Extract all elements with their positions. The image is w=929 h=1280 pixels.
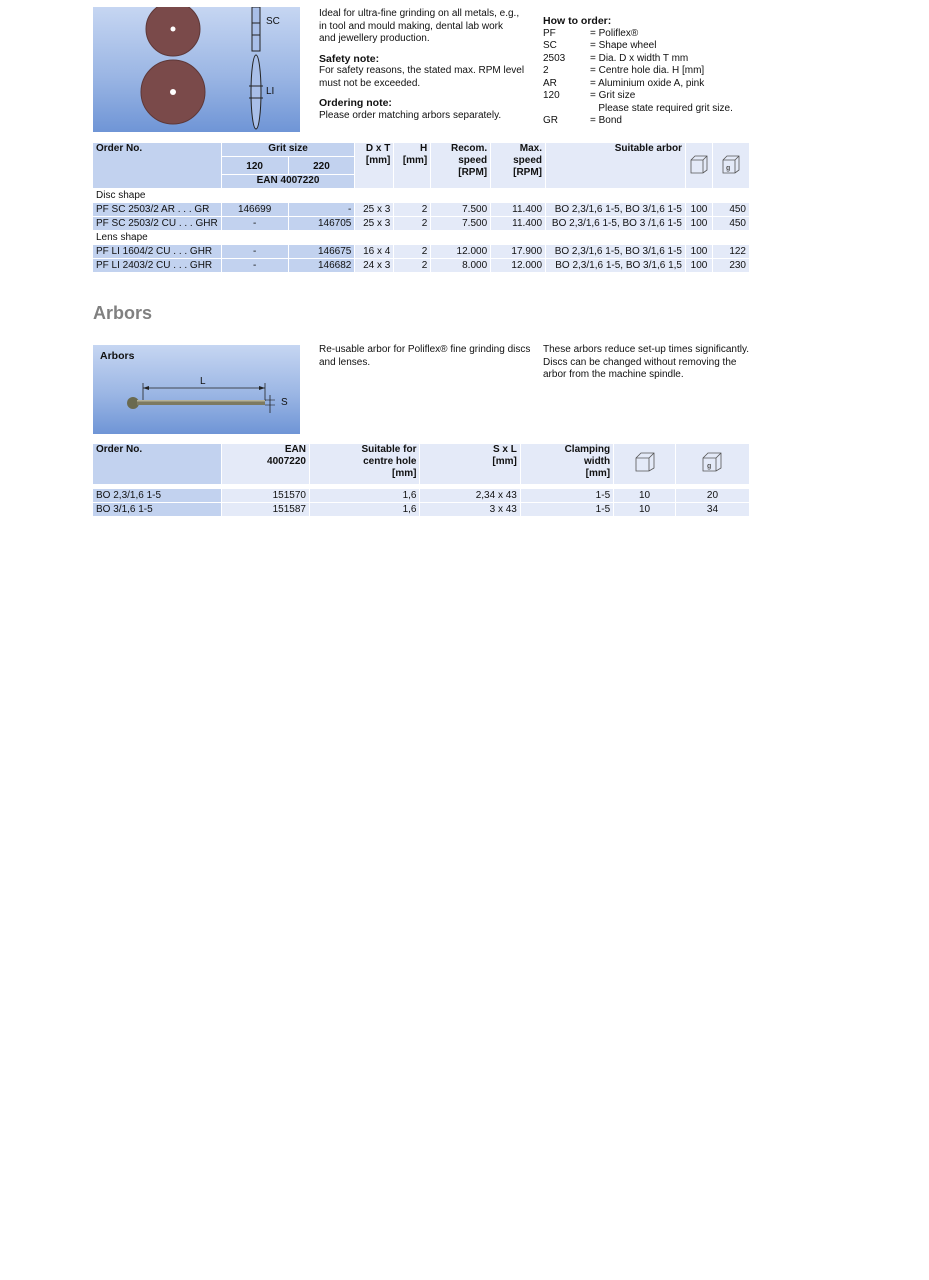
- how-to-order-code: AR: [543, 77, 557, 89]
- col-centre-hole: Suitable for centre hole [mm]: [310, 444, 420, 484]
- cell-h: 2: [394, 217, 430, 230]
- col-weight-2: [676, 444, 749, 484]
- table-row: [93, 203, 749, 216]
- cell-max: 11.400: [491, 203, 545, 216]
- cell-g120: -: [222, 245, 288, 258]
- how-to-order-code: 2503: [543, 52, 566, 64]
- cell-sxl: 2,34 x 43: [420, 489, 519, 502]
- cell-ean: 151587: [222, 503, 309, 516]
- label-l: L: [200, 376, 206, 387]
- cell-order: BO 3/1,6 1-5: [93, 503, 221, 516]
- label-sc: SC: [266, 16, 280, 27]
- how-to-order-code: GR: [543, 115, 558, 126]
- cell-dxt: 25 x 3: [355, 203, 393, 216]
- how-to-order-meaning: = Grit size: [590, 90, 636, 101]
- svg-text:g: g: [725, 164, 731, 172]
- col-max-speed: Max. speed [RPM]: [491, 143, 545, 188]
- cell-max: 11.400: [491, 217, 545, 230]
- arbor-image: [93, 345, 300, 434]
- section-row: [93, 189, 749, 202]
- how-to-order-code: 120: [543, 90, 560, 101]
- cell-g220: 146675: [289, 245, 355, 258]
- product-table: [92, 142, 750, 273]
- arbor-image-title: Arbors: [100, 350, 135, 362]
- how-to-order-code: [543, 103, 590, 116]
- cell-g220: 146705: [289, 217, 355, 230]
- how-to-order-code: SC: [543, 40, 557, 51]
- safety-note-title: Safety note:: [319, 52, 380, 65]
- table-row: [93, 259, 749, 272]
- how-to-order-row: [543, 103, 763, 116]
- cell-qty: 100: [686, 217, 712, 230]
- product-description: Ideal for ultra-fine grinding on all metals, e.g., in tool and mould making, dental lab work and jewellery production. Safety note: For safety reasons, the stated max. RPM level must not be exceeded. Ordering note: Please order matching arbors separately.: [319, 8, 534, 122]
- cell-qty: 10: [614, 489, 675, 502]
- how-to-order-row: [543, 90, 763, 103]
- cell-arbor: BO 2,3/1,6 1-5, BO 3/1,6 1-5: [546, 245, 685, 258]
- cell-h: 2: [394, 245, 430, 258]
- cell-g120: 146699: [222, 203, 288, 216]
- label-s: S: [281, 397, 288, 408]
- cell-weight: 230: [713, 259, 749, 272]
- col-dxt: D x T [mm]: [355, 143, 393, 188]
- how-to-order-meaning: = Centre hole dia. H [mm]: [590, 65, 705, 76]
- table-row: [93, 489, 749, 502]
- cell-arbor: BO 2,3/1,6 1-5, BO 3/1,6 1,5: [546, 259, 685, 272]
- cell-qty: 10: [614, 503, 675, 516]
- label-li: LI: [266, 86, 275, 97]
- how-to-order: [543, 15, 763, 128]
- cell-order: PF LI 1604/2 CU . . . GHR: [93, 245, 221, 258]
- col-grit-120: 120: [222, 157, 288, 174]
- how-to-order-row: [543, 115, 763, 128]
- product-image: [93, 7, 300, 132]
- cell-dxt: 25 x 3: [355, 217, 393, 230]
- col-order-no-2: Order No.: [93, 444, 221, 484]
- arbors-heading: Arbors: [93, 303, 153, 323]
- cell-g120: -: [222, 259, 288, 272]
- section-title: Disc shape: [93, 189, 749, 202]
- section-row: [93, 231, 749, 244]
- ordering-note-text: Please order matching arbors separately.: [319, 109, 502, 121]
- cell-qty: 100: [686, 203, 712, 216]
- section-title: Lens shape: [93, 231, 749, 244]
- cell-weight: 450: [713, 203, 749, 216]
- cell-order: PF SC 2503/2 CU . . . GHR: [93, 217, 221, 230]
- how-to-order-meaning: = Poliflex®: [590, 27, 639, 39]
- col-pack-qty: [686, 143, 712, 188]
- cell-sxl: 3 x 43: [420, 503, 519, 516]
- cell-dxt: 24 x 3: [355, 259, 393, 272]
- box-icon: [689, 154, 709, 174]
- col-order-no: Order No.: [93, 143, 221, 188]
- col-pack-qty-2: [614, 444, 675, 484]
- cell-weight: 450: [713, 217, 749, 230]
- cell-ean: 151570: [222, 489, 309, 502]
- table-row: [93, 217, 749, 230]
- col-ean: EAN 4007220: [222, 175, 355, 188]
- col-sxl: S x L [mm]: [420, 444, 519, 484]
- how-to-order-row: [543, 40, 763, 53]
- cell-order: BO 2,3/1,6 1-5: [93, 489, 221, 502]
- arbors-description: Re-usable arbor for Poliflex® fine grinding discs and lenses.: [319, 344, 531, 368]
- cell-arbor: BO 2,3/1,6 1-5, BO 3/1,6 1-5: [546, 203, 685, 216]
- cell-qty: 100: [686, 259, 712, 272]
- table-row: [93, 503, 749, 516]
- cell-weight: 20: [676, 489, 749, 502]
- cell-max: 17.900: [491, 245, 545, 258]
- ordering-note-title: Ordering note:: [319, 97, 392, 109]
- how-to-order-row: [543, 65, 763, 78]
- cell-h: 2: [394, 259, 430, 272]
- col-ean-2: EAN 4007220: [222, 444, 309, 484]
- how-to-order-meaning: = Shape wheel: [590, 40, 657, 51]
- cell-recom: 8.000: [431, 259, 490, 272]
- table-row: [93, 245, 749, 258]
- cell-h: 2: [394, 203, 430, 216]
- arbors-note: These arbors reduce set-up times significantly. Discs can be changed without removing the arbor from the machine spindle.: [543, 344, 750, 380]
- col-grit-220: 220: [289, 157, 355, 174]
- cell-max: 12.000: [491, 259, 545, 272]
- cell-weight: 122: [713, 245, 749, 258]
- col-weight: [713, 143, 749, 188]
- arbor-table: [92, 443, 750, 517]
- how-to-order-row: [543, 78, 763, 91]
- how-to-order-row: [543, 53, 763, 66]
- how-to-order-title: How to order:: [543, 15, 612, 27]
- how-to-order-meaning: = Aluminium oxide A, pink: [590, 77, 705, 89]
- cell-order: PF SC 2503/2 AR . . . GR: [93, 203, 221, 216]
- cell-arbor: BO 2,3/1,6 1-5, BO 3 /1,6 1-5: [546, 217, 685, 230]
- cell-clamp: 1-5: [521, 503, 613, 516]
- safety-note-text: For safety reasons, the stated max. RPM level: [319, 65, 525, 76]
- cell-recom: 7.500: [431, 203, 490, 216]
- cell-recom: 7.500: [431, 217, 490, 230]
- how-to-order-meaning: = Dia. D x width T mm: [590, 52, 689, 64]
- svg-text:g: g: [707, 463, 712, 470]
- cell-centre: 1,6: [310, 489, 420, 502]
- how-to-order-code: PF: [543, 27, 556, 39]
- col-recom-speed: Recom. speed [RPM]: [431, 143, 490, 188]
- cell-g220: 146682: [289, 259, 355, 272]
- how-to-order-code: 2: [543, 65, 549, 76]
- cell-clamp: 1-5: [521, 489, 613, 502]
- col-suitable-arbor: Suitable arbor: [546, 143, 685, 188]
- cell-qty: 100: [686, 245, 712, 258]
- col-clamping: Clamping width [mm]: [521, 444, 613, 484]
- cell-g120: -: [222, 217, 288, 230]
- how-to-order-meaning: Please state required grit size.: [590, 102, 733, 114]
- col-h: H [mm]: [394, 143, 430, 188]
- col-grit-size: Grit size: [222, 143, 355, 156]
- cell-g220: -: [289, 203, 355, 216]
- cell-centre: 1,6: [310, 503, 420, 516]
- cell-weight: 34: [676, 503, 749, 516]
- how-to-order-row: [543, 28, 763, 41]
- weight-box-icon: [701, 451, 723, 473]
- cell-recom: 12.000: [431, 245, 490, 258]
- cell-order: PF LI 2403/2 CU . . . GHR: [93, 259, 221, 272]
- box-icon: [634, 451, 656, 473]
- how-to-order-meaning: = Bond: [590, 115, 622, 126]
- weight-box-icon: [721, 154, 741, 174]
- cell-dxt: 16 x 4: [355, 245, 393, 258]
